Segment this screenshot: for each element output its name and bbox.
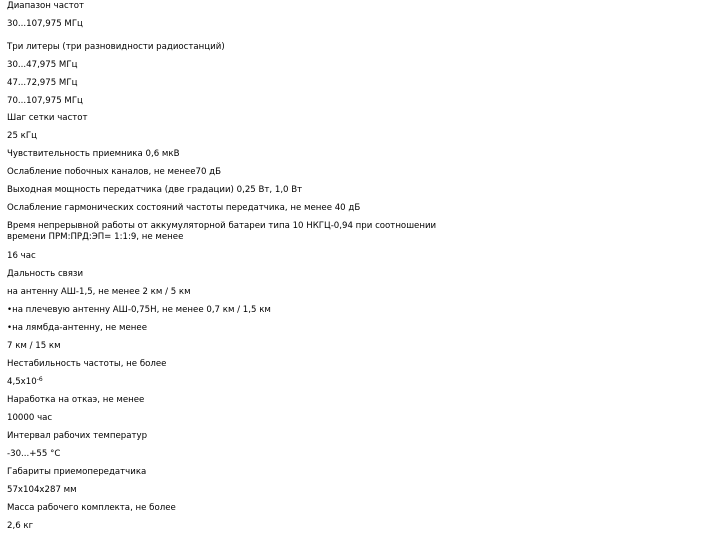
spec-line: 47...72,975 МГц [7,78,78,88]
spec-line: Три литеры (три разновидности радиостанций) [7,42,225,52]
spec-line: Ослабление побочных каналов, не менее70 дБ [7,167,222,177]
stability-value: 4,5x10 [7,377,37,387]
spec-line: •на лямбда-антенну, не менее [7,323,148,333]
spec-line: Чувствительность приемника 0,6 мкВ [7,149,180,159]
spec-line: Выходная мощность передатчика (две градации) 0,25 Вт, 1,0 Вт [7,185,303,195]
spec-line: 70...107,975 МГц [7,96,83,106]
stability-exponent: -6 [36,376,43,383]
spec-line: Диапазон частот [7,1,84,11]
spec-line: 30...107,975 МГц [7,19,83,29]
spec-line: Нестабильность частоты, не более [7,359,167,369]
spec-line: Интервал рабочих температур [7,431,148,441]
spec-line: Шаг сетки частот [7,113,88,123]
spec-line: на антенну АШ-1,5, не менее 2 км / 5 км [7,287,191,297]
spec-line: 25 кГц [7,131,37,141]
spec-line: 7 км / 15 км [7,341,61,351]
spec-line [7,377,43,388]
spec-line: 2,6 кг [7,521,34,531]
spec-line: Время непрерывной работы от аккумуляторной батареи типа 10 НКГЦ-0,94 при соотношении времени ПРМ:ПРД:ЭП= 1:1:9, не менее [7,221,437,242]
spec-line: 10000 час [7,413,53,423]
spec-line: Наработка на откаэ, не менее [7,395,145,405]
spec-line: 57x104x287 мм [7,485,77,495]
spec-line: Габариты приемопередатчика [7,467,147,477]
spec-line: •на плечевую антенну АШ-0,75Н, не менее 0,7 км / 1,5 км [7,305,271,315]
spec-line: Масса рабочего комплекта, не более [7,503,176,513]
spec-line: Дальность связи [7,269,84,279]
spec-line: -30...+55 °С [7,449,61,459]
spec-line: Ослабление гармонических состояний частоты передатчика, не менее 40 дБ [7,203,361,213]
spec-line: 30...47,975 МГц [7,60,78,70]
spec-line: 16 час [7,251,36,261]
